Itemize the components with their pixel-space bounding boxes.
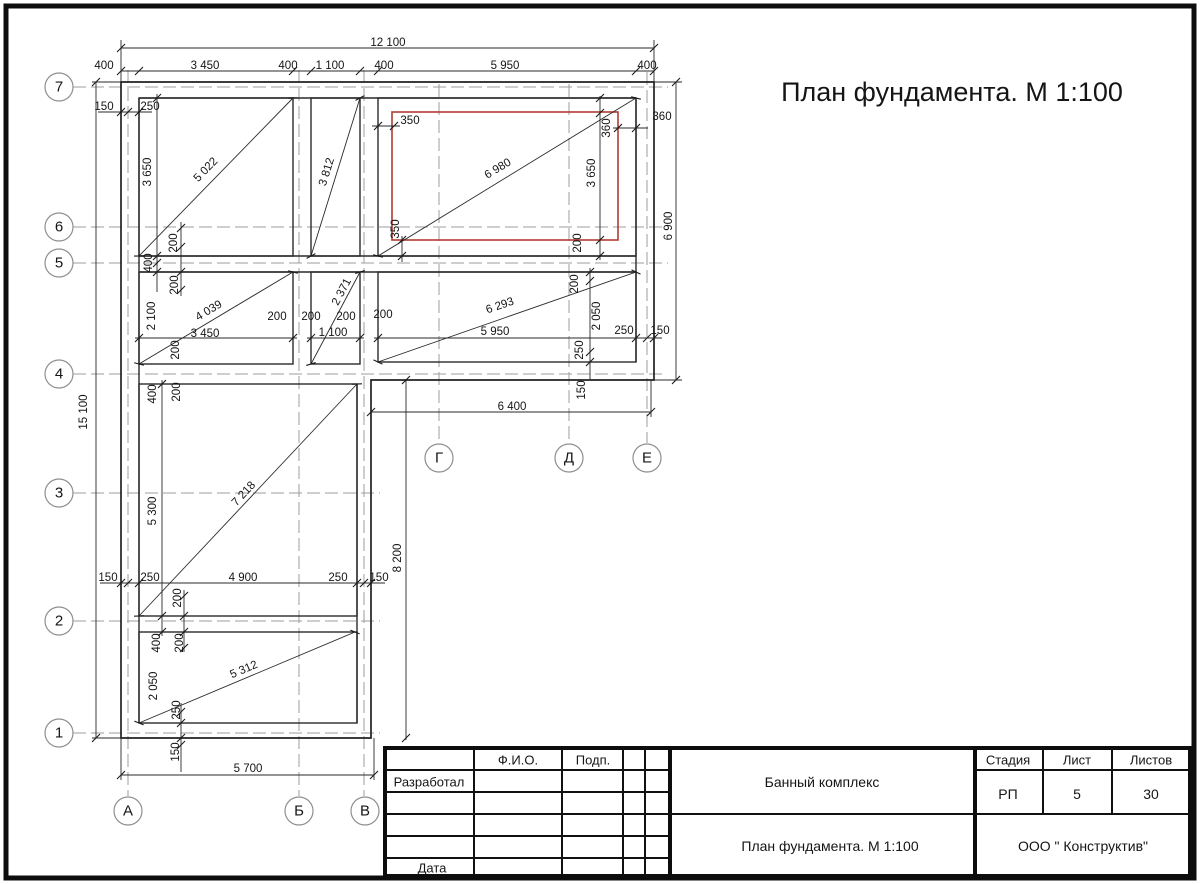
dim-label: 200 [373,309,393,321]
dim-label: 400 [637,60,657,72]
date-label: Дата [417,860,447,876]
sheets-value: 30 [1143,786,1159,802]
dim-label: 15 100 [78,394,90,430]
fio-header: Ф.И.О. [497,752,539,768]
diagonal-measure [139,98,293,256]
dim-label: 200 [172,588,184,608]
axis-bubble-label: Б [294,802,304,820]
dim-label: 150 [170,742,182,762]
dim-label: 400 [278,60,298,72]
dim-label: 7 218 [229,479,259,509]
sheet-value: 5 [1073,786,1081,802]
axis-bubble-label: 3 [54,484,64,502]
dim-label: 350 [390,219,402,239]
dim-label: 200 [267,311,287,323]
dim-label: 150 [650,325,670,337]
dimension-labels [78,37,675,775]
dim-label: 3 650 [142,157,154,187]
red-contour [392,112,618,240]
axis-bubble-label: А [122,802,134,820]
page-title: План фундамента. М 1:100 [781,77,1123,107]
dim-label: 5 300 [147,496,159,526]
axis-bubble-label: 6 [54,218,64,236]
dim-label: 360 [601,118,613,138]
dim-label: 400 [147,384,159,404]
dim-label: 150 [94,101,114,113]
sheets-label: Листов [1129,752,1173,768]
axis-bubble-label: 7 [54,78,64,96]
dim-label: 5 022 [191,155,221,185]
dim-label: 5 312 [228,658,260,682]
dim-label: 2 100 [146,301,158,331]
dim-label: 3 450 [190,328,220,340]
dim-label: 400 [143,253,155,273]
dim-label: 250 [171,700,183,720]
title-block [385,748,1190,876]
dim-label: 200 [569,274,581,294]
dim-label: 150 [369,572,389,584]
dim-label: 12 100 [370,37,406,49]
axis-bubble-label: Г [434,449,444,467]
dim-label: 150 [98,572,118,584]
title-block-separators [670,748,975,876]
dim-label: 6 400 [497,401,527,413]
dim-label: 250 [328,572,348,584]
dim-label: 3 650 [586,158,598,188]
dim-label: 4 900 [228,572,258,584]
dim-label: 200 [301,311,321,323]
dim-label: 400 [374,60,394,72]
axis-bubble-label: Д [563,449,575,467]
dim-label: 360 [652,111,672,123]
stage-value: РП [998,786,1018,802]
dim-label: 350 [400,115,420,127]
dim-label: 250 [574,340,586,360]
dim-label: 200 [336,311,356,323]
dim-label: 5 700 [233,763,263,775]
drawing-title: План фундамента. М 1:100 [741,838,919,854]
podp-header: Подп. [575,752,611,768]
dim-label: 5 950 [490,60,520,72]
dim-label: 200 [169,275,181,295]
dim-label: 5 950 [480,326,510,338]
dim-label: 1 100 [315,60,345,72]
dim-label: 8 200 [392,543,404,573]
dim-label: 2 050 [148,671,160,701]
dim-label: 200 [171,382,183,402]
dim-label: 250 [140,101,160,113]
company-name: ООО " Конструктив" [1017,838,1149,854]
dim-label: 2 371 [329,276,355,308]
dim-label: 3 450 [190,60,220,72]
axis-bubble-label: В [359,802,371,820]
dim-label: 250 [140,572,160,584]
dim-label: 400 [151,633,163,653]
dim-label: 6 293 [484,295,516,317]
dim-label: 6 980 [482,156,514,182]
dim-label: 6 900 [663,211,675,241]
dim-label: 200 [168,233,180,253]
axis-bubble-label: 1 [54,724,64,742]
axis-bubble-label: 2 [54,612,64,630]
dim-label: 400 [94,60,114,72]
dim-label: 1 100 [318,327,348,339]
axis-bubble-label: Е [641,449,653,467]
dim-label: 3 812 [317,156,337,188]
dim-label: 4 039 [193,298,225,324]
dim-label: 200 [174,633,186,653]
axis-bubble-label: 4 [54,365,64,383]
sheet-label: Лист [1062,752,1092,768]
razrabotal-label: Разработал [393,774,465,790]
dim-label: 250 [614,325,634,337]
dim-label: 200 [170,340,182,360]
dim-label: 200 [572,233,584,253]
dimension-lines [92,40,682,780]
project-name: Банный комплекс [764,774,880,790]
dim-label: 150 [576,380,588,400]
stage-label: Стадия [985,752,1031,768]
dim-label: 2 050 [591,301,603,331]
axis-bubble-label: 5 [54,254,64,272]
